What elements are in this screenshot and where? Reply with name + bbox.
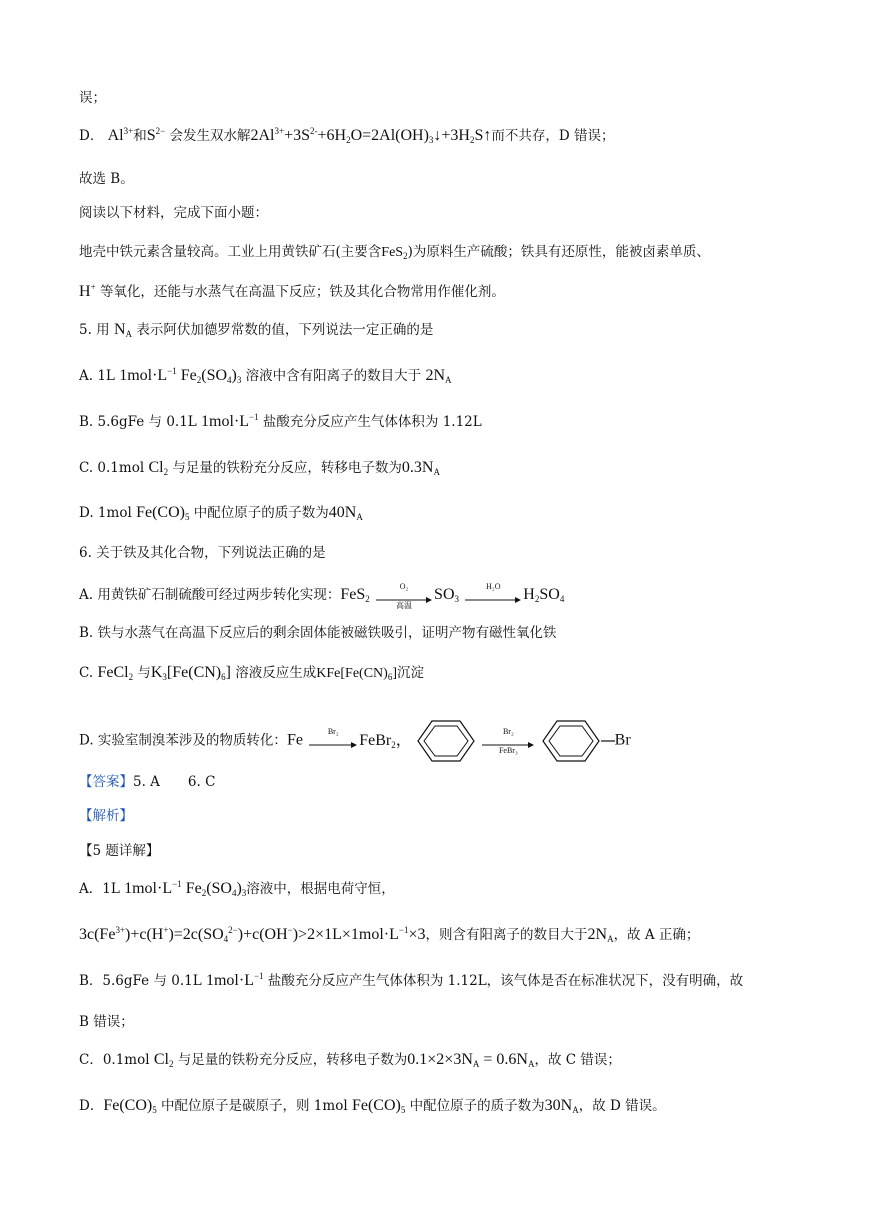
formula: $K_3[Fe(CN)_6]$	[150, 664, 231, 682]
reaction-arrow: Br₂	[307, 736, 359, 746]
formula: FeS$_2$	[340, 586, 370, 604]
formula: $H_2SO_4$	[523, 586, 565, 604]
equation: $0.1\times 2\times 3N_A = 0.6N_A$	[407, 1051, 535, 1069]
question-5-option-b: B. 5.6gFe 与 0.1L $1mol\cdot L^{-1}$ 盐酸充分反应产生气体体积为 1.12L	[79, 412, 482, 430]
formula: $Fe(CO)_5$	[136, 504, 190, 522]
formula: $1mol\cdot L^{-1}$	[201, 412, 259, 430]
text-line: H+ 等氧化，还能与水蒸气在高温下反应；铁及其化合物常用作催化剂。	[79, 282, 505, 300]
text-line: 阅读以下材料，完成下面小题：	[79, 205, 268, 221]
formula: $0.3N_A$	[401, 459, 440, 477]
formula: $1mol\cdot L^{-1}$ $Fe_2(SO_4)_3$	[124, 879, 247, 898]
reaction-arrow: O₂ 高温	[374, 591, 434, 601]
formula: $Fe(CO)_5$	[351, 1097, 406, 1115]
text-line: 地壳中铁元素含量较高。工业上用黄铁矿石(主要含FeS$_2$)为原料生产硫酸；铁具有还原性，能被卤素单质、	[79, 244, 710, 261]
question-6-option-b: B. 铁与水蒸气在高温下反应后的剩余固体能被磁铁吸引，证明产物有磁性氧化铁	[79, 625, 557, 641]
reaction-arrow: H₂O	[463, 591, 523, 601]
formula: $40N_A$	[328, 504, 363, 522]
bromobenzene-ring-icon	[541, 718, 601, 764]
question-5-option-d: D. 1mol $Fe(CO)_5$ 中配位原子的质子数为$40N_A$	[79, 504, 363, 522]
formula: H+	[79, 282, 96, 300]
formula: $2N_A$	[425, 367, 452, 385]
equation: $2Al^{3+}+3S^{2-}+6H_2O=2Al(OH)_3↓+3H_2S↑$	[250, 126, 492, 145]
formula: $Al^{3+}$	[107, 126, 134, 144]
explanation-a: A．1L $1mol\cdot L^{-1}$ $Fe_2(SO_4)_3$溶液中，根据电荷守恒，	[79, 879, 395, 898]
question-5-option-a: A. 1L $1mol\cdot L^{-1}$ $Fe_2(SO_4)_3$ 溶液中含有阳离子的数目大于 $2N_A$	[79, 366, 452, 385]
formula: $SO_3$	[434, 586, 459, 604]
sub-heading: 【5 题详解】	[79, 843, 160, 859]
equation: $3c(Fe^{3+})+c(H^+)=2c(SO_4^{2-})+c(OH^-)>2\times 1L\times 1mol\cdot L^{-1}\times 3$	[79, 925, 426, 944]
formula: FeS$_2$	[381, 245, 408, 261]
formula: $KFe[Fe(CN)_6]$	[316, 666, 397, 682]
reaction-arrow: Br₂ FeBr₃	[480, 736, 536, 746]
formula: $Cl_2$	[148, 459, 169, 477]
analysis-label: 【解析】	[79, 808, 133, 824]
question-5-stem: 5. 用 $N_A$ 表示阿伏加德罗常数的值，下列说法一定正确的是	[79, 321, 434, 339]
question-6-option-d: D. 实验室制溴苯涉及的物质转化：Fe Br₂ FeBr$_2$， Br₂ FeBr₃ Br	[79, 718, 800, 764]
formula: FeCl$_2$	[97, 664, 134, 682]
formula: $S^{2-}$	[146, 126, 166, 144]
formula: $N_A$	[113, 321, 133, 339]
arrow-icon	[463, 595, 523, 605]
question-5-option-c: C. 0.1mol $Cl_2$ 与足量的铁粉充分反应，转移电子数为$0.3N_A$	[79, 459, 440, 477]
benzene-ring-icon	[416, 718, 476, 764]
formula: FeBr$_2$，	[359, 731, 412, 750]
text-line: D． $Al^{3+}$和$S^{2-}$ 会发生双水解$2Al^{3+}+3S^{2-}+6H_2O=2Al(OH)_3↓+3H_2S↑$而不共存，D 错误；	[79, 126, 615, 145]
explanation-a-equation: $3c(Fe^{3+})+c(H^+)=2c(SO_4^{2-})+c(OH^-)>2\times 1L\times 1mol\cdot L^{-1}\times 3$，则含有阳离子的数目大于$2N_A$，故 A 正确；	[79, 925, 700, 944]
explanation-b-cont: B 错误；	[79, 1014, 134, 1030]
formula: $1mol\cdot L^{-1}$ $Fe_2(SO_4)_3$	[119, 366, 242, 385]
question-6-option-c: C. FeCl$_2$ 与$K_3[Fe(CN)_6]$ 溶液反应生成$KFe[Fe(CN)_6]$沉淀	[79, 664, 424, 682]
answer-line: 【答案】5. A 6. C	[79, 774, 216, 790]
formula: $2N_A$	[587, 926, 614, 944]
text-line: 误；	[79, 90, 106, 106]
explanation-b: B．5.6gFe 与 0.1L $1mol\cdot L^{-1}$ 盐酸充分反应产生气体体积为 1.12L，该气体是否在标准状况下，没有明确，故	[79, 971, 744, 989]
question-6-option-a: A. 用黄铁矿石制硫酸可经过两步转化实现：FeS$_2$ O₂ 高温 $SO_3$ H₂O $H_2SO_4$	[79, 581, 565, 610]
explanation-d: D．$Fe(CO)_5$ 中配位原子是碳原子，则 1mol $Fe(CO)_5$ 中配位原子的质子数为$30N_A$，故 D 错误。	[79, 1097, 666, 1115]
formula: $30N_A$	[544, 1097, 579, 1115]
text-line: 故选 B。	[79, 171, 134, 187]
bond-icon	[601, 736, 615, 746]
arrow-icon	[307, 740, 359, 750]
formula: Fe	[286, 731, 303, 749]
formula: $1mol\cdot L^{-1}$	[205, 971, 264, 989]
explanation-c: C．0.1mol $Cl_2$ 与足量的铁粉充分反应，转移电子数为$0.1\times 2\times 3N_A = 0.6N_A$，故 C 错误；	[79, 1051, 621, 1069]
formula: $Cl_2$	[153, 1051, 174, 1069]
question-6-stem: 6. 关于铁及其化合物，下列说法正确的是	[79, 545, 326, 561]
formula: $Fe(CO)_5$	[103, 1097, 157, 1115]
